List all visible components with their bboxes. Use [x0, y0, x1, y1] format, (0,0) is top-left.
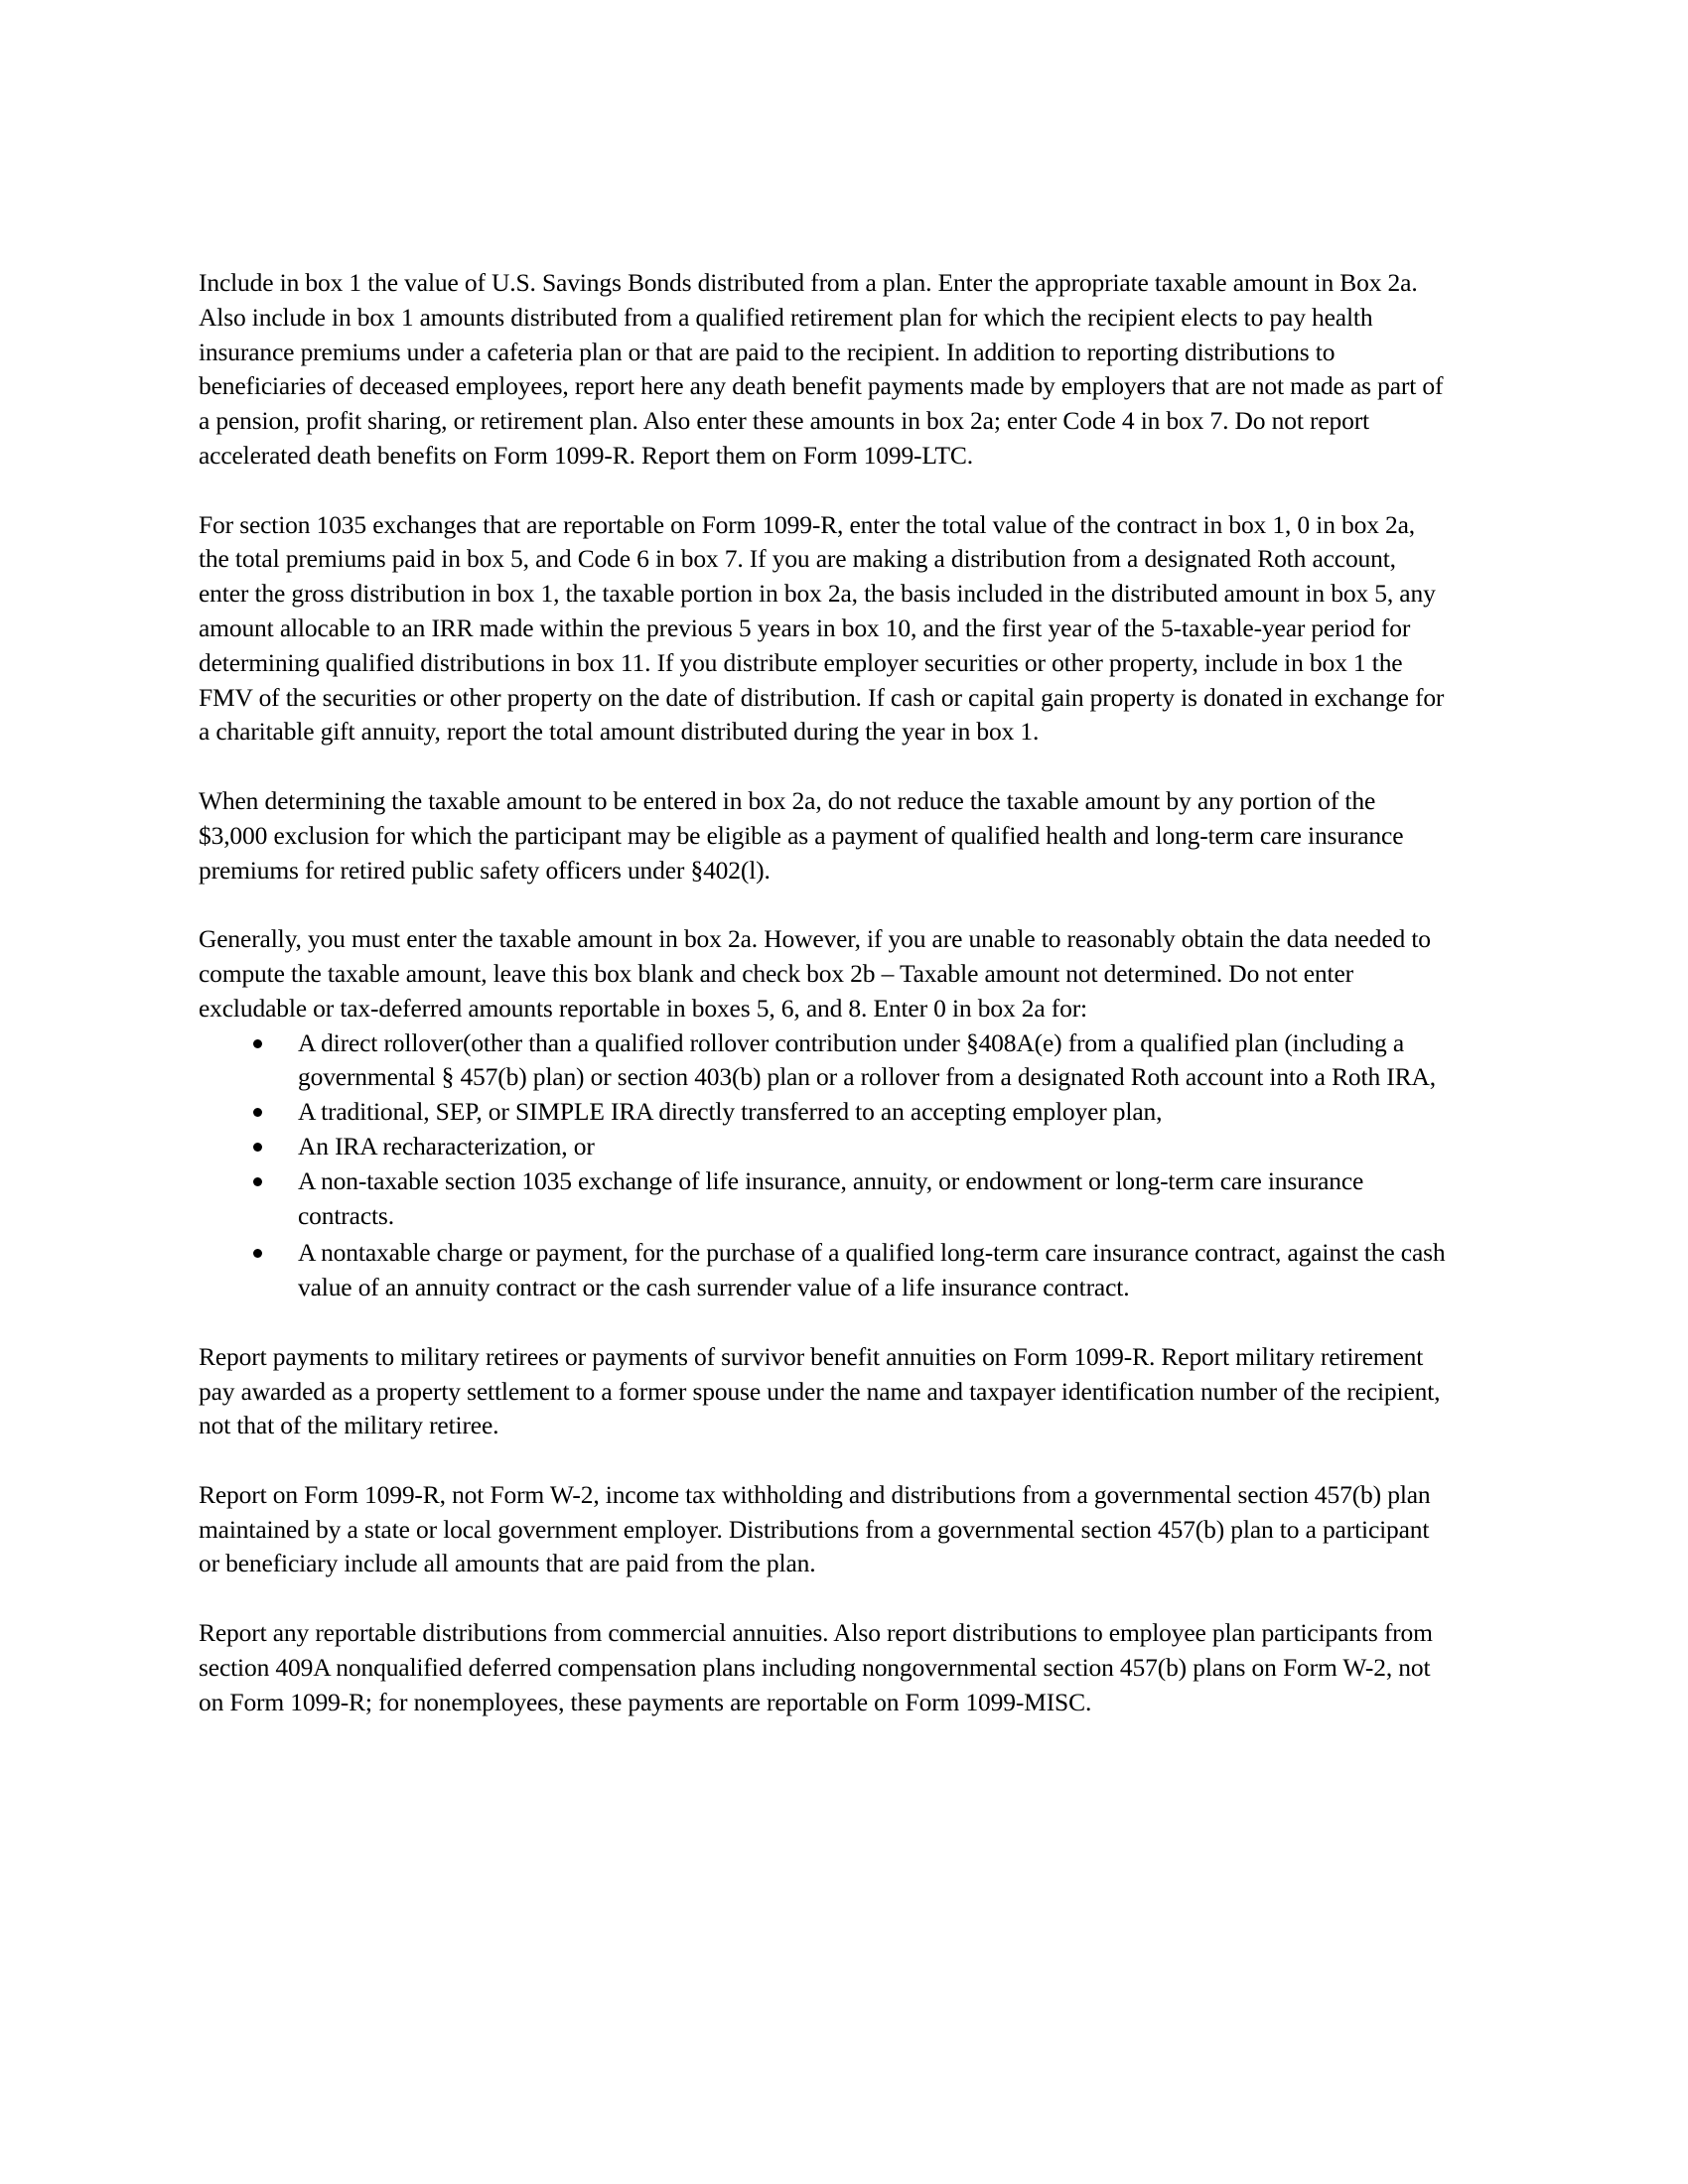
list-item — [199, 1095, 1450, 1130]
paragraph-box-2a-instructions: Generally, you must enter the taxable amount in box 2a. However, if you are unable to reasonably obtain the data needed to compute the taxable amount, leave this box blank and check box 2b – Taxable amount not determined. Do not enter excludable or tax-deferred amounts reportable in boxes 5, 6, and 8. Enter 0 in box 2a for: — [199, 924, 1431, 1023]
paragraph-section-1035-exchanges: For section 1035 exchanges that are reportable on Form 1099-R, enter the total value of the contract in box 1, 0 in box 2a, the total premiums paid in box 5, and Code 6 in box 7. If you are making a distribution from a designated Roth account, enter the gross distribution in box 1, the taxable portion in box 2a, the basis included in the distributed amount in box 5, any amount allocable to an IRR made within the previous 5 years in box 10, and the first year of the 5-taxable-year period for determining qualified distributions in box 11. If you distribute employer securities or other property, include in box 1 the FMV of the securities or other property on the date of distribution. If cash or capital gain property is donated in exchange for a charitable gift annuity, report the total amount distributed during the year in box 1. — [199, 509, 1445, 747]
document-page — [199, 266, 1450, 1754]
bullet-icon — [253, 1108, 262, 1117]
bullet-icon — [253, 1249, 262, 1258]
list-item-text: A nontaxable charge or payment, for the purchase of a qualified long-term care insurance contract, against the cash value of an annuity contract or the cash surrender value of a life insurance contract. — [298, 1238, 1446, 1302]
paragraph-governmental-457b: Report on Form 1099-R, not Form W-2, income tax withholding and distributions from a governmental section 457(b) plan maintained by a state or local government employer. Distributions from a governmental section 457(b) plan to a participant or beneficiary include all amounts that are paid from the plan. — [199, 1479, 1431, 1578]
bullet-icon — [253, 1143, 262, 1152]
paragraph-commercial-annuities: Report any reportable distributions from commercial annuities. Also report distributions to employee plan participants from section 409A nonqualified deferred compensation plans including nongovernmental section 457(b) plans on Form W-2, not on Form 1099-R; for nonemployees, these payments are reportable on Form 1099-MISC. — [199, 1618, 1433, 1716]
bullet-icon — [253, 1177, 262, 1186]
paragraph-taxable-amount-exclusion: When determining the taxable amount to be entered in box 2a, do not reduce the taxable amount by any portion of the $3,000 exclusion for which the participant may be eligible as a payment of qualified health and long-term care insurance premiums for retired public safety officers under §402(l). — [199, 785, 1404, 885]
list-item — [199, 1130, 1450, 1164]
bullet-icon — [253, 1039, 262, 1048]
list-item-text: A direct rollover(other than a qualified rollover contribution under §408A(e) from a qualified plan (including a governmental § 457(b) plan) or section 403(b) plan or a rollover from a designated Roth account into a Roth IRA, — [298, 1027, 1436, 1092]
box-2a-zero-list — [199, 1026, 1450, 1305]
paragraph-savings-bonds: Include in box 1 the value of U.S. Savings Bonds distributed from a plan. Enter the appropriate taxable amount in Box 2a. Also include in box 1 amounts distributed from a qualified retirement plan for which the recipient elects to pay health insurance premiums under a cafeteria plan or that are paid to the recipient. In addition to reporting distributions to beneficiaries of deceased employees, report here any death benefit payments made by employers that are not made as part of a pension, profit sharing, or retirement plan. Also enter these amounts in box 2a; enter Code 4 in box 7. Do not report accelerated death benefits on Form 1099-R. Report them on Form 1099-LTC. — [199, 268, 1444, 470]
list-item-text: An IRA recharacterization, or — [298, 1131, 595, 1160]
paragraph-military-retirees: Report payments to military retirees or payments of survivor benefit annuities on Form 1099-R. Report military retirement pay awarded as a property settlement to a former spouse under the name and taxpayer identification number of the recipient, not that of the military retiree. — [199, 1341, 1441, 1440]
list-item-text: A traditional, SEP, or SIMPLE IRA directly transferred to an accepting employer plan, — [298, 1097, 1163, 1127]
list-item-text: A non-taxable section 1035 exchange of life insurance, annuity, or endowment or long-term care insurance contracts. — [298, 1165, 1364, 1230]
list-item — [199, 1164, 1450, 1234]
list-item — [199, 1026, 1450, 1096]
list-item — [199, 1236, 1450, 1305]
